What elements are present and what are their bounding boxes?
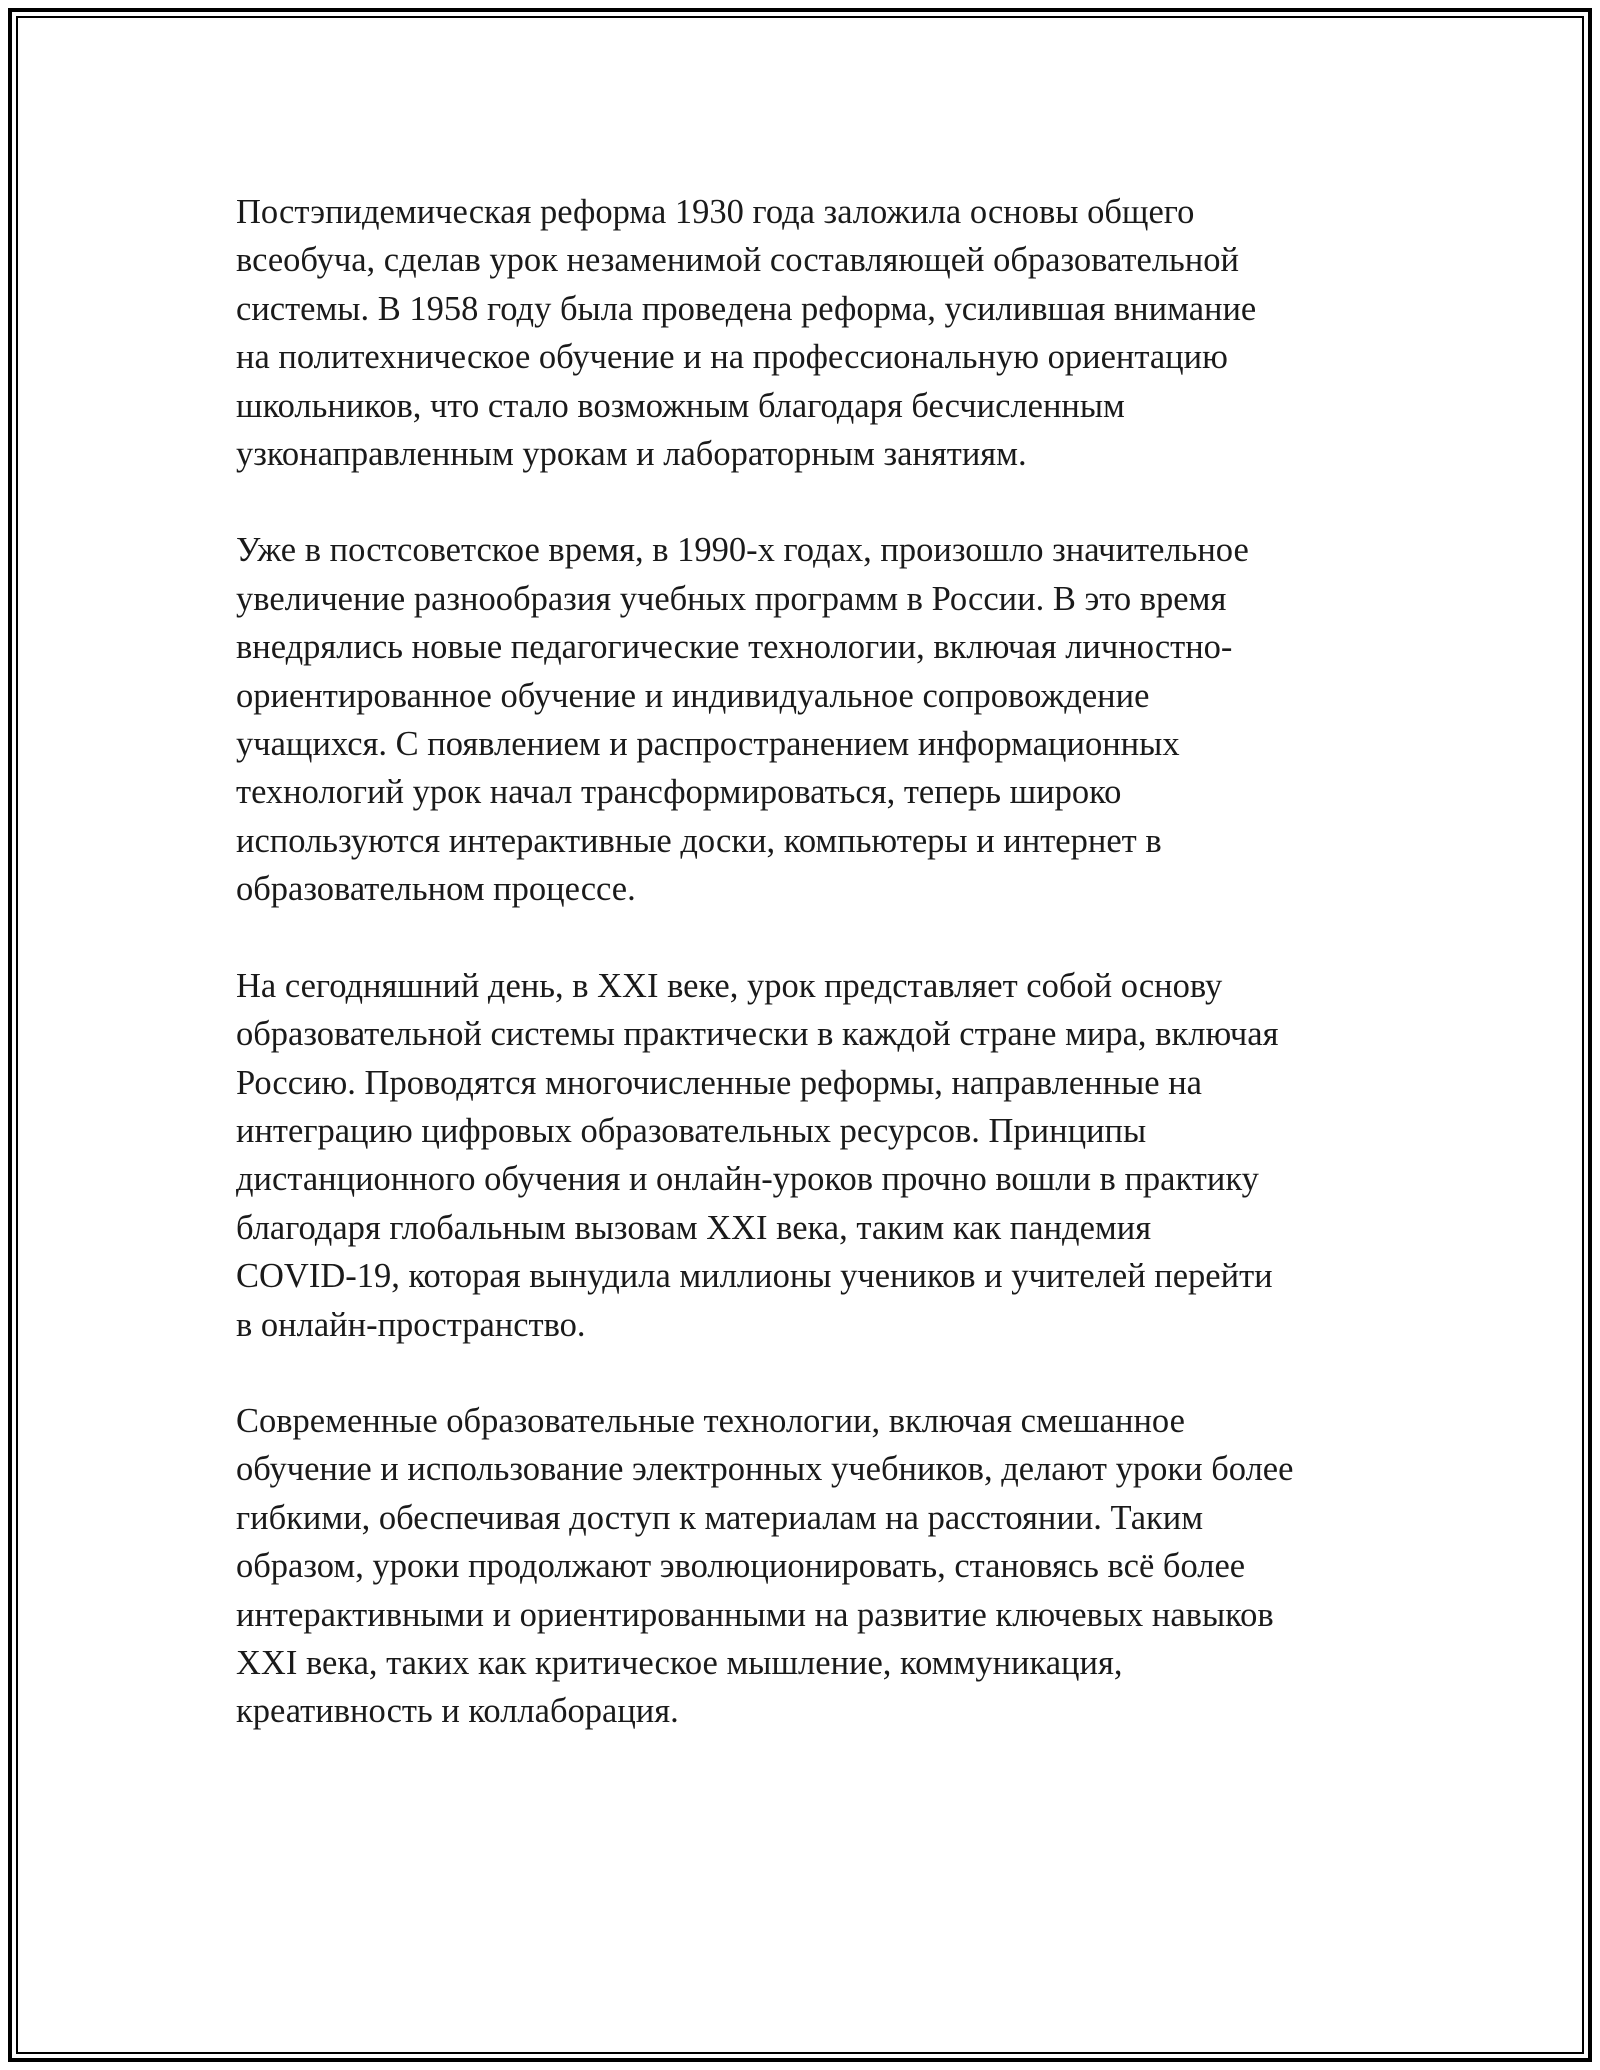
text-line: XXI века, таких как критическое мышление, коммуникация, xyxy=(236,1643,1123,1682)
document-body xyxy=(236,188,1386,1784)
text-line: благодаря глобальным вызовам XXI века, таким как пандемия xyxy=(236,1208,1152,1247)
text-line: на политехническое обучение и на профессиональную ориентацию xyxy=(236,338,1228,377)
text-line: На сегодняшний день, в XXI веке, урок представляет собой основу xyxy=(236,966,1223,1005)
paragraph-3 xyxy=(236,962,1386,1349)
paragraph-2 xyxy=(236,526,1386,913)
text-line: учащихся. С появлением и распространением информационных xyxy=(236,725,1180,764)
text-line: обучение и использование электронных учебников, делают уроки более xyxy=(236,1450,1294,1489)
text-line: всеобуча, сделав урок незаменимой составляющей образовательной xyxy=(236,241,1239,280)
text-line: используются интерактивные доски, компьютеры и интернет в xyxy=(236,821,1162,860)
text-line: образовательной системы практически в каждой стране мира, включая xyxy=(236,1015,1279,1054)
text-line: узконаправленным урокам и лабораторным занятиям. xyxy=(236,435,1027,474)
text-line: образом, уроки продолжают эволюционировать, становясь всё более xyxy=(236,1547,1246,1586)
text-line: системы. В 1958 году была проведена реформа, усилившая внимание xyxy=(236,289,1257,328)
text-line: дистанционного обучения и онлайн-уроков прочно вошли в практику xyxy=(236,1160,1259,1199)
text-line: в онлайн-пространство. xyxy=(236,1305,586,1344)
text-line: Россию. Проводятся многочисленные реформы, направленные на xyxy=(236,1063,1202,1102)
text-line: интерактивными и ориентированными на развитие ключевых навыков xyxy=(236,1595,1274,1634)
text-line: технологий урок начал трансформироваться, теперь широко xyxy=(236,773,1122,812)
text-line: Постэпидемическая реформа 1930 года заложила основы общего xyxy=(236,193,1195,231)
text-line: школьников, что стало возможным благодаря бесчисленным xyxy=(236,386,1125,425)
text-line: гибкими, обеспечивая доступ к материалам на расстоянии. Таким xyxy=(236,1498,1204,1537)
text-line: ориентированное обучение и индивидуальное сопровождение xyxy=(236,676,1150,715)
paragraph-4 xyxy=(236,1397,1386,1736)
text-line: COVID-19, которая вынудила миллионы учеников и учителей перейти xyxy=(236,1257,1273,1296)
text-line: Уже в постсоветское время, в 1990-х годах, произошло значительное xyxy=(236,531,1249,570)
text-line: Современные образовательные технологии, включая смешанное xyxy=(236,1401,1185,1440)
paragraph-1 xyxy=(236,188,1386,478)
text-line: образовательном процессе. xyxy=(236,870,636,909)
text-line: внедрялись новые педагогические технологии, включая личностно- xyxy=(236,628,1233,667)
text-line: интеграцию цифровых образовательных ресурсов. Принципы xyxy=(236,1111,1147,1150)
text-line: креативность и коллаборация. xyxy=(236,1692,679,1731)
text-line: увеличение разнообразия учебных программ в России. В это время xyxy=(236,579,1227,618)
